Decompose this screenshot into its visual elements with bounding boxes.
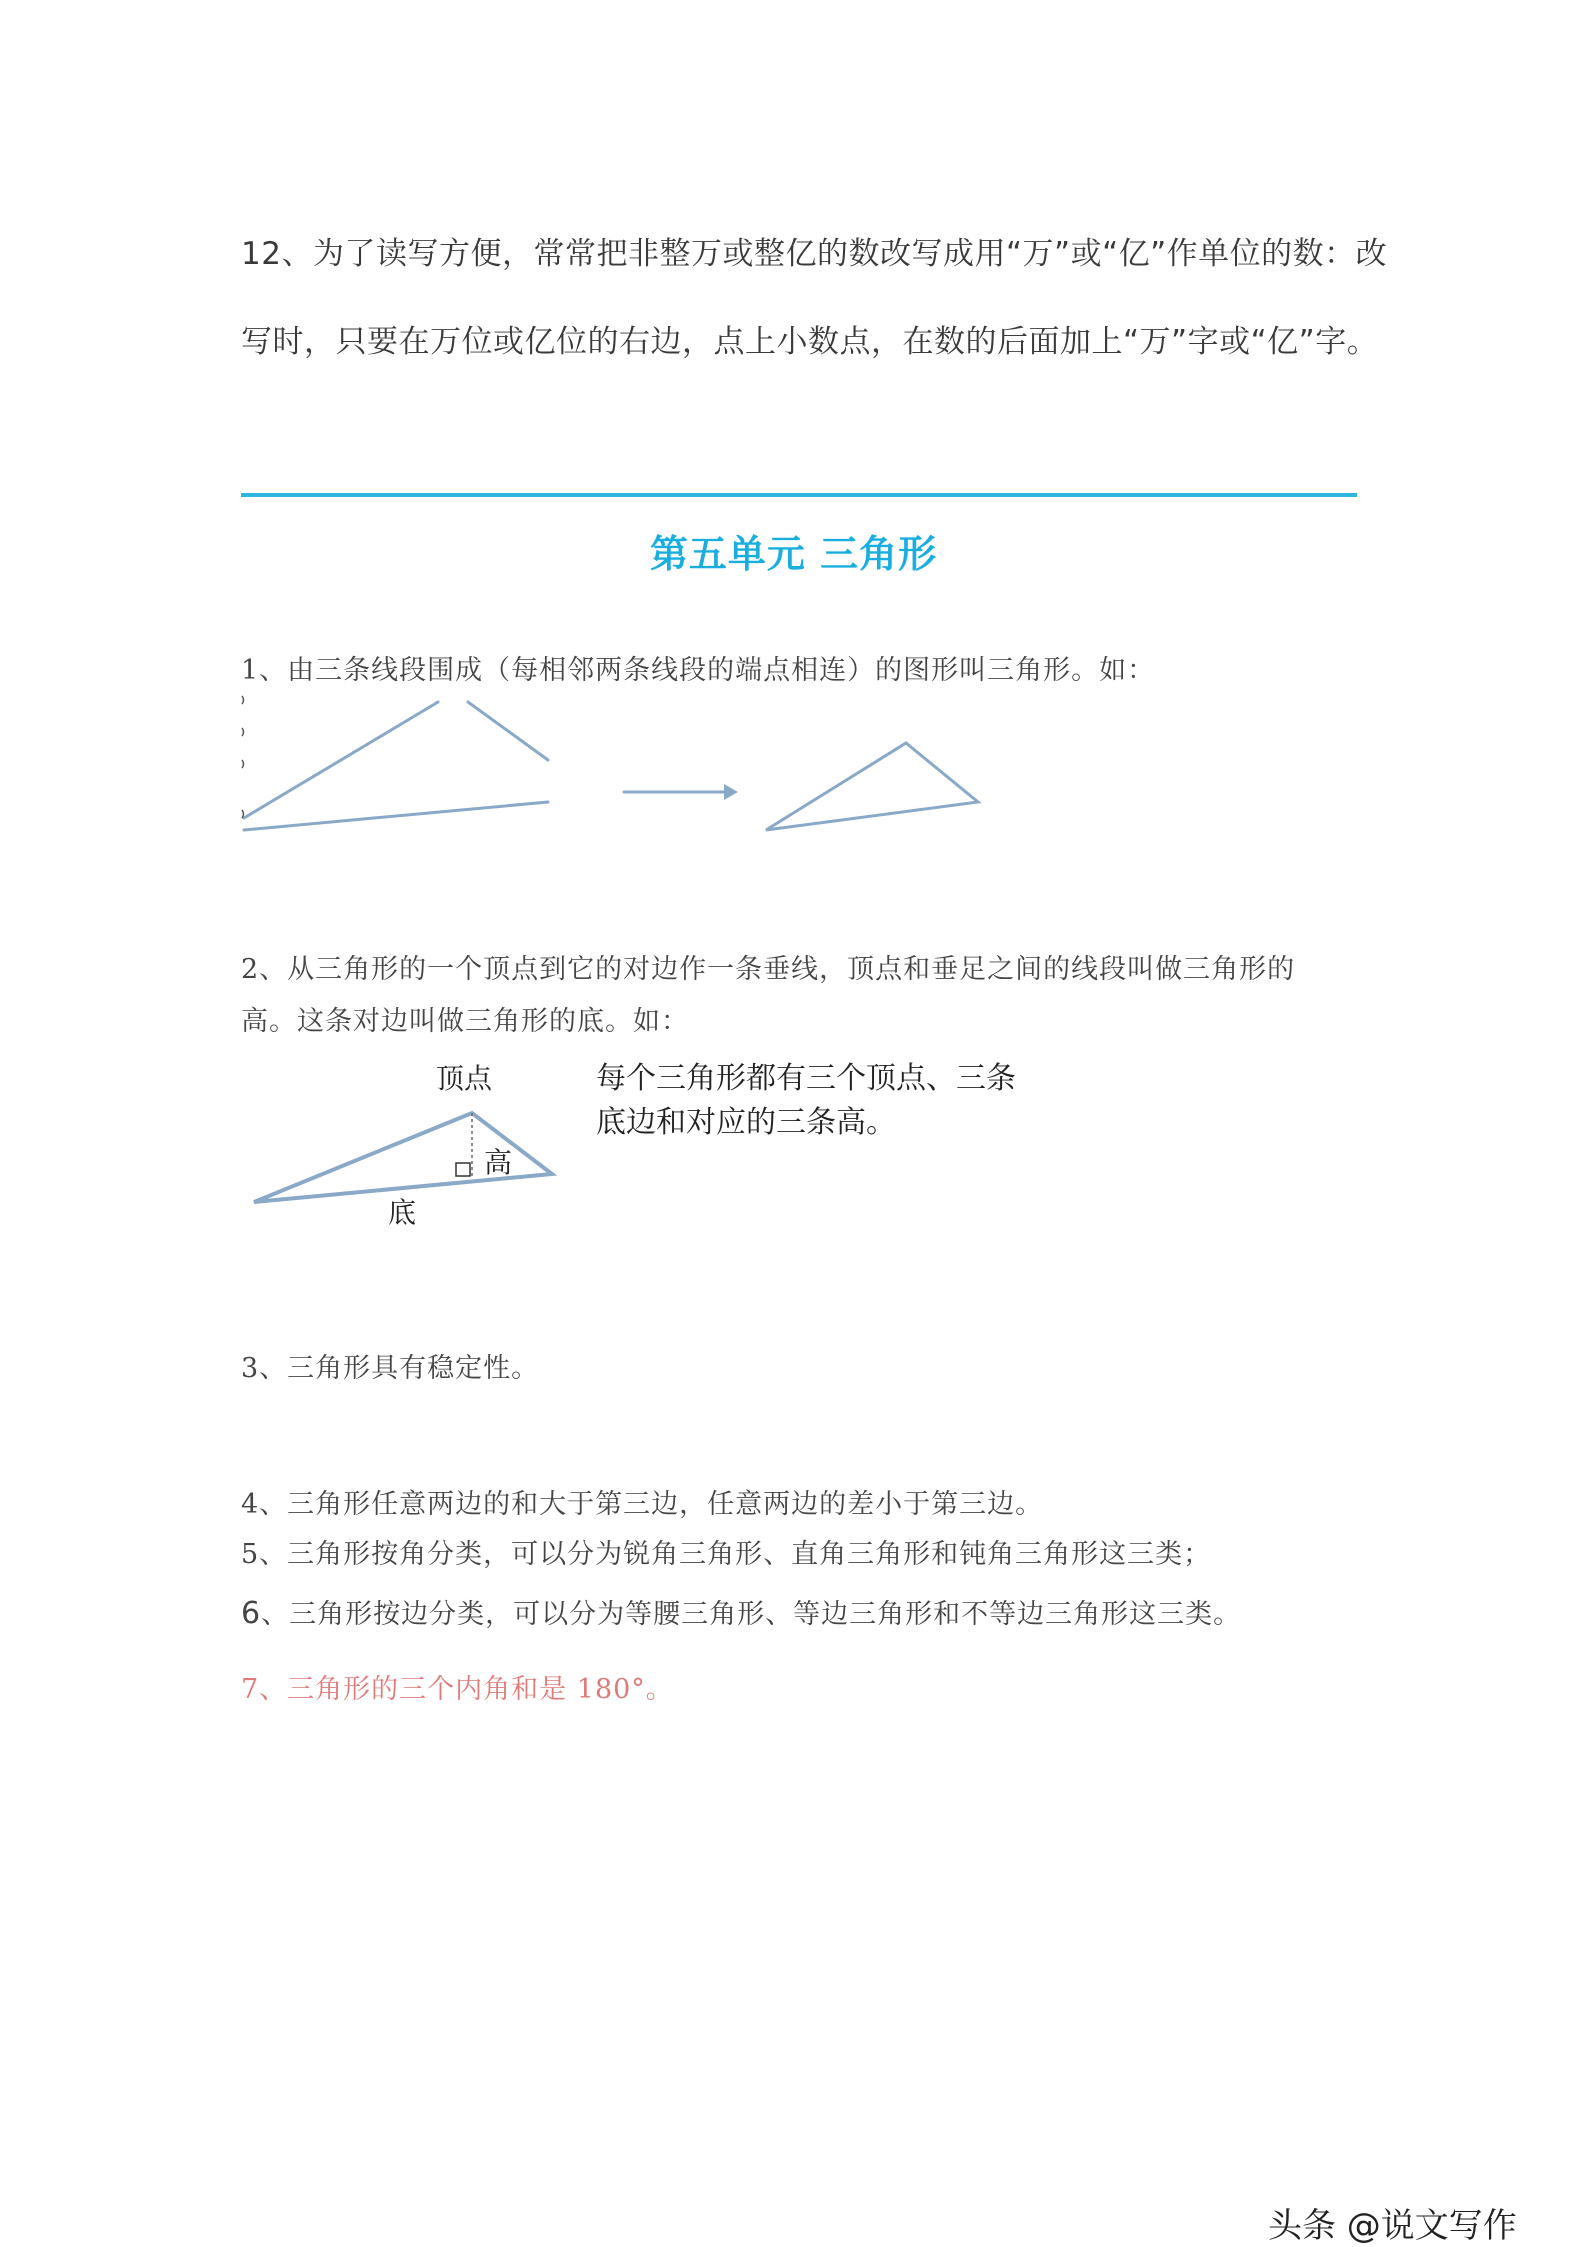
unit-item-6-number: 6 [241,1596,262,1631]
watermark: 头条 @说文写作 [1268,2206,1517,2246]
paragraph-12-line1: 12、为了读写方便，常常把非整万或整亿的数改写成用“万”或“亿”作单位的数：改 [241,236,1388,272]
triangle-formation-figure [238,690,1078,840]
unit-item-7: 7、三角形的三个内角和是 180°。 [241,1674,674,1705]
segment-left [244,702,438,818]
unit-item-2-line2: 高。这条对边叫做三角形的底。如： [241,1006,689,1037]
right-angle-mark [456,1163,470,1176]
height-label: 高 [484,1147,513,1178]
paragraph-12 [241,210,1387,386]
arrow-head [724,784,738,800]
unit-item-4: 4、三角形任意两边的和大于第三边，任意两边的差小于第三边。 [241,1489,1044,1520]
unit-item-6 [241,1592,1241,1631]
section-divider [241,493,1357,497]
unit-item-6-text: 、三角形按边分类，可以分为等腰三角形、等边三角形和不等边三角形这三类。 [261,1599,1242,1630]
unit-title: 第五单元 三角形 [649,532,938,576]
triangle-height-figure [240,1050,1120,1240]
unit-item-3: 3、三角形具有稳定性。 [241,1353,540,1384]
unit-item-2-line1: 2、从三角形的一个顶点到它的对边作一条垂线，顶点和垂足之间的线段叫做三角形的 [241,954,1296,985]
edge-marks [242,696,244,818]
figure-note-line1: 每个三角形都有三个顶点、三条 [596,1062,1016,1095]
unit-item-2 [241,944,1295,1048]
vertex-label: 顶点 [436,1063,493,1094]
segment-bottom [244,802,548,830]
unit-item-5: 5、三角形按角分类，可以分为锐角三角形、直角三角形和钝角三角形这三类； [241,1539,1212,1570]
result-triangle [766,743,978,830]
base-label: 底 [388,1197,417,1228]
segment-right [468,702,548,760]
unit-item-1: 1、由三条线段围成（每相邻两条线段的端点相连）的图形叫三角形。如： [241,655,1156,686]
paragraph-12-line2: 写时，只要在万位或亿位的右边，点上小数点，在数的后面加上“万”字或“亿”字。 [241,324,1379,360]
figure-note-line2: 底边和对应的三条高。 [596,1106,896,1139]
